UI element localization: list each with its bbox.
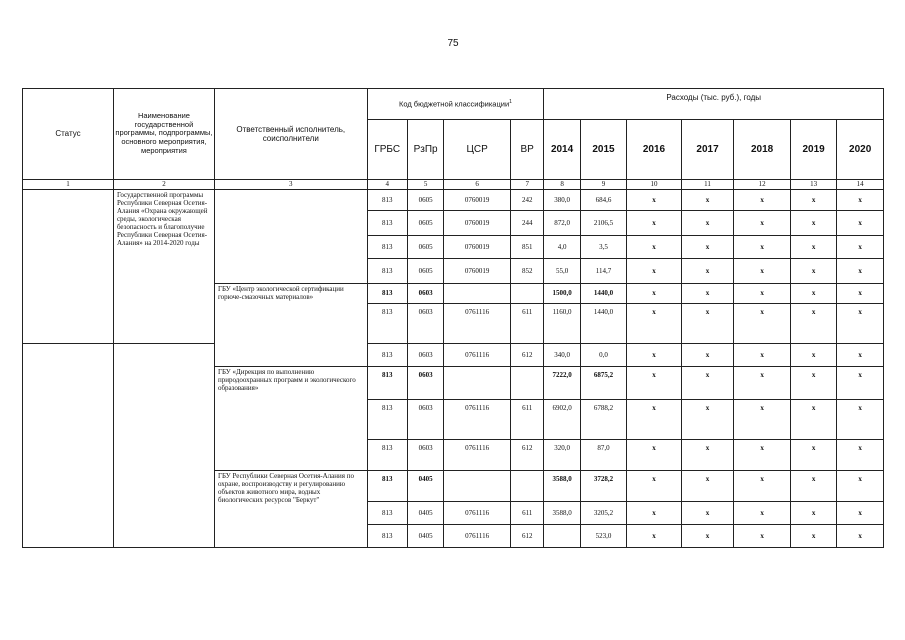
cell-grbs: 813	[367, 502, 407, 525]
cell-x-2019: х	[790, 235, 836, 258]
cell-y2015: 1440,0	[580, 304, 626, 344]
header-year-2019: 2019	[790, 120, 836, 179]
cell-x-2019: х	[790, 304, 836, 344]
cell-grbs: 813	[367, 258, 407, 283]
cell-x-2019: х	[790, 439, 836, 470]
header-row-1	[23, 89, 884, 120]
cell-y2015: 87,0	[580, 439, 626, 470]
cell-rzpr: 0603	[407, 283, 443, 304]
cell-x-2019: х	[790, 283, 836, 304]
cell-x-2017: х	[681, 304, 734, 344]
table-row	[23, 343, 884, 366]
cell-x-2016: х	[627, 400, 682, 440]
header-code-4: ВР	[511, 120, 544, 179]
header-code-group	[367, 89, 544, 120]
cell-rzpr: 0603	[407, 439, 443, 470]
cell-rzpr: 0603	[407, 304, 443, 344]
cell-csr: 0760019	[444, 210, 511, 235]
cell-y2015: 6875,2	[580, 366, 626, 399]
column-number: 1	[23, 179, 114, 189]
cell-x-2016: х	[627, 189, 682, 210]
budget-table	[22, 88, 884, 548]
cell-x-2020: х	[837, 525, 884, 548]
cell-x-2017: х	[681, 502, 734, 525]
cell-x-2020: х	[837, 343, 884, 366]
header-year-2015: 2015	[580, 120, 626, 179]
cell-x-2019: х	[790, 343, 836, 366]
cell-x-2016: х	[627, 439, 682, 470]
cell-y2014: 55,0	[544, 258, 580, 283]
cell-y2015: 0,0	[580, 343, 626, 366]
executor-center-cell: ГБУ «Центр экологической сертификации горюче-смазочных материалов»	[214, 283, 367, 366]
executor-empty-cell	[214, 189, 367, 283]
cell-x-2016: х	[627, 283, 682, 304]
cell-x-2019: х	[790, 189, 836, 210]
cell-csr: 0761116	[444, 439, 511, 470]
cell-x-2016: х	[627, 235, 682, 258]
column-number: 3	[214, 179, 367, 189]
column-numbers-row	[23, 179, 884, 189]
cell-grbs: 813	[367, 210, 407, 235]
cell-x-2016: х	[627, 304, 682, 344]
cell-x-2019: х	[790, 400, 836, 440]
cell-csr: 0760019	[444, 235, 511, 258]
cell-y2015: 3,5	[580, 235, 626, 258]
cell-x-2017: х	[681, 525, 734, 548]
cell-vr: 612	[511, 525, 544, 548]
cell-rzpr: 0605	[407, 210, 443, 235]
cell-y2015: 523,0	[580, 525, 626, 548]
cell-x-2017: х	[681, 210, 734, 235]
cell-x-2019: х	[790, 366, 836, 399]
footnote-mark: 1	[509, 98, 512, 105]
cell-vr: 852	[511, 258, 544, 283]
cell-vr	[511, 366, 544, 399]
cell-rzpr: 0603	[407, 343, 443, 366]
cell-x-2017: х	[681, 439, 734, 470]
cell-x-2019: х	[790, 258, 836, 283]
cell-rzpr: 0603	[407, 366, 443, 399]
status-cell	[23, 189, 114, 343]
cell-x-2019: х	[790, 470, 836, 501]
cell-x-2016: х	[627, 258, 682, 283]
cell-vr: 244	[511, 210, 544, 235]
cell-x-2020: х	[837, 470, 884, 501]
cell-grbs: 813	[367, 470, 407, 501]
cell-x-2020: х	[837, 304, 884, 344]
column-number: 7	[511, 179, 544, 189]
cell-csr	[444, 366, 511, 399]
cell-csr: 0760019	[444, 258, 511, 283]
cell-y2014: 3588,0	[544, 502, 580, 525]
cell-csr: 0761116	[444, 502, 511, 525]
cell-x-2017: х	[681, 400, 734, 440]
cell-y2015: 3728,2	[580, 470, 626, 501]
column-number: 14	[837, 179, 884, 189]
program-name-cell: Государственной программы Республики Северная Осетия-Алания «Охрана окружающей среды, экологическая безопасность и благополучие Республики Северная Осетия-Алания» на 2014-2020 годы	[113, 189, 214, 343]
header-code-3: ЦСР	[444, 120, 511, 179]
cell-y2015: 114,7	[580, 258, 626, 283]
cell-y2014: 1500,0	[544, 283, 580, 304]
cell-rzpr: 0603	[407, 400, 443, 440]
header-year-2016: 2016	[627, 120, 682, 179]
cell-x-2018: х	[734, 210, 791, 235]
cell-x-2020: х	[837, 400, 884, 440]
cell-grbs: 813	[367, 189, 407, 210]
header-expense-group: Расходы (тыс. руб.), годы	[544, 89, 884, 120]
cell-grbs: 813	[367, 235, 407, 258]
cell-x-2020: х	[837, 283, 884, 304]
cell-csr: 0761116	[444, 400, 511, 440]
cell-x-2020: х	[837, 189, 884, 210]
cell-x-2019: х	[790, 210, 836, 235]
cell-x-2020: х	[837, 439, 884, 470]
cell-grbs: 813	[367, 304, 407, 344]
header-year-2014: 2014	[544, 120, 580, 179]
cell-rzpr: 0605	[407, 258, 443, 283]
cell-vr: 611	[511, 304, 544, 344]
cell-x-2016: х	[627, 470, 682, 501]
cell-csr	[444, 470, 511, 501]
column-number: 11	[681, 179, 734, 189]
program-name-cell	[113, 343, 214, 547]
cell-grbs: 813	[367, 366, 407, 399]
header-year-2017: 2017	[681, 120, 734, 179]
cell-vr: 611	[511, 502, 544, 525]
cell-x-2018: х	[734, 343, 791, 366]
column-number: 9	[580, 179, 626, 189]
cell-x-2016: х	[627, 502, 682, 525]
cell-y2014: 320,0	[544, 439, 580, 470]
cell-x-2017: х	[681, 283, 734, 304]
cell-x-2018: х	[734, 525, 791, 548]
column-number: 8	[544, 179, 580, 189]
cell-csr	[444, 283, 511, 304]
cell-x-2020: х	[837, 366, 884, 399]
cell-vr: 612	[511, 439, 544, 470]
column-number: 12	[734, 179, 791, 189]
cell-x-2018: х	[734, 283, 791, 304]
cell-x-2018: х	[734, 366, 791, 399]
cell-x-2019: х	[790, 525, 836, 548]
cell-x-2017: х	[681, 235, 734, 258]
cell-x-2020: х	[837, 235, 884, 258]
cell-y2014: 340,0	[544, 343, 580, 366]
column-number: 4	[367, 179, 407, 189]
cell-y2014: 1160,0	[544, 304, 580, 344]
cell-x-2017: х	[681, 366, 734, 399]
cell-y2014: 4,0	[544, 235, 580, 258]
cell-x-2017: х	[681, 343, 734, 366]
cell-vr: 611	[511, 400, 544, 440]
header-name: Наименование государственной программы, подпрограммы, основного мероприятия, мероприятия	[113, 89, 214, 180]
cell-rzpr: 0405	[407, 470, 443, 501]
cell-x-2018: х	[734, 502, 791, 525]
cell-grbs: 813	[367, 525, 407, 548]
cell-csr: 0760019	[444, 189, 511, 210]
header-year-2018: 2018	[734, 120, 791, 179]
cell-y2014: 872,0	[544, 210, 580, 235]
cell-y2015: 2106,5	[580, 210, 626, 235]
header-code-group-text: Код бюджетной классификации	[398, 99, 510, 109]
cell-csr: 0761116	[444, 525, 511, 548]
table-row	[23, 189, 884, 210]
cell-grbs: 813	[367, 343, 407, 366]
cell-vr	[511, 470, 544, 501]
header-status: Статус	[23, 89, 114, 180]
cell-x-2016: х	[627, 210, 682, 235]
cell-x-2019: х	[790, 502, 836, 525]
column-number: 10	[627, 179, 682, 189]
header-code-2: РзПр	[407, 120, 443, 179]
executor-directorate-cell: ГБУ «Дирекция по выполнению природоохранных программ и экологического образования»	[214, 366, 367, 470]
cell-x-2017: х	[681, 258, 734, 283]
column-number: 2	[113, 179, 214, 189]
cell-y2015: 3205,2	[580, 502, 626, 525]
cell-x-2018: х	[734, 235, 791, 258]
cell-rzpr: 0405	[407, 525, 443, 548]
cell-csr: 0761116	[444, 304, 511, 344]
cell-y2015: 684,6	[580, 189, 626, 210]
cell-x-2016: х	[627, 525, 682, 548]
cell-y2014: 3588,0	[544, 470, 580, 501]
header-executor: Ответственный исполнитель, соисполнители	[214, 89, 367, 180]
cell-x-2016: х	[627, 343, 682, 366]
header-code-1: ГРБС	[367, 120, 407, 179]
cell-x-2018: х	[734, 470, 791, 501]
column-number: 6	[444, 179, 511, 189]
cell-vr: 851	[511, 235, 544, 258]
cell-rzpr: 0605	[407, 189, 443, 210]
cell-rzpr: 0605	[407, 235, 443, 258]
cell-y2015: 1440,0	[580, 283, 626, 304]
cell-vr: 242	[511, 189, 544, 210]
cell-y2014	[544, 525, 580, 548]
cell-x-2018: х	[734, 439, 791, 470]
cell-x-2020: х	[837, 258, 884, 283]
cell-x-2018: х	[734, 258, 791, 283]
cell-vr	[511, 283, 544, 304]
header-year-2020: 2020	[837, 120, 884, 179]
cell-x-2018: х	[734, 400, 791, 440]
cell-grbs: 813	[367, 400, 407, 440]
cell-x-2016: х	[627, 366, 682, 399]
column-number: 13	[790, 179, 836, 189]
cell-x-2018: х	[734, 304, 791, 344]
cell-x-2017: х	[681, 189, 734, 210]
executor-berkut-cell: ГБУ Республики Северная Осетия-Алания по охране, воспроизводству и регулированию объектов животного мира, водных биологических ресурсов "Беркут"	[214, 470, 367, 547]
cell-rzpr: 0405	[407, 502, 443, 525]
page-number: 75	[447, 38, 459, 49]
cell-x-2017: х	[681, 470, 734, 501]
cell-y2015: 6788,2	[580, 400, 626, 440]
cell-y2014: 380,0	[544, 189, 580, 210]
status-cell	[23, 343, 114, 547]
cell-grbs: 813	[367, 283, 407, 304]
cell-x-2020: х	[837, 502, 884, 525]
cell-y2014: 6902,0	[544, 400, 580, 440]
cell-vr: 612	[511, 343, 544, 366]
cell-grbs: 813	[367, 439, 407, 470]
column-number: 5	[407, 179, 443, 189]
cell-csr: 0761116	[444, 343, 511, 366]
cell-x-2020: х	[837, 210, 884, 235]
cell-x-2018: х	[734, 189, 791, 210]
cell-y2014: 7222,0	[544, 366, 580, 399]
